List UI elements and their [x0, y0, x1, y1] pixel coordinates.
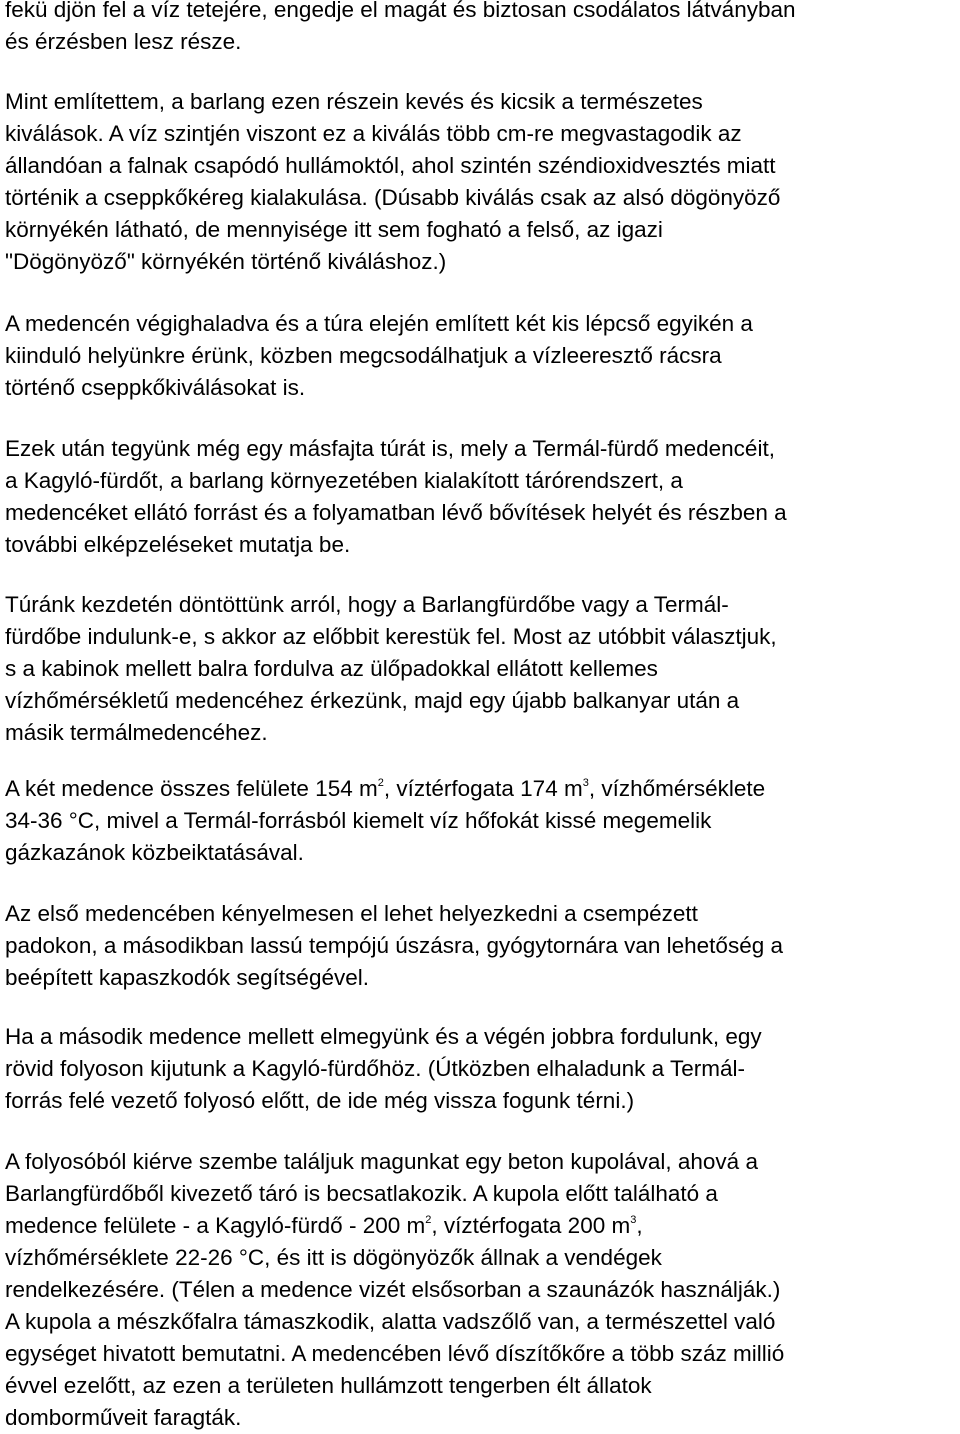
text-line: további elképzeléseket mutatja be. [5, 532, 351, 557]
paragraph-2 [5, 86, 780, 278]
text-line: Ezek után tegyünk még egy másfajta túrát is, mely a Termál-fürdő medencéit, [5, 436, 775, 461]
text-segment: A két medence összes felülete 154 m [5, 776, 378, 801]
text-line: padokon, a másodikban lassú tempójú úszásra, gyógytornára van lehetőség a [5, 933, 783, 958]
paragraph-4 [5, 433, 787, 561]
paragraph-1 [5, 0, 796, 58]
text-line [5, 1306, 784, 1338]
text-line [5, 1242, 784, 1274]
superscript: 3 [582, 776, 589, 789]
text-line: állandóan a falnak csapódó hullámoktól, ahol szintén széndioxidvesztés miatt [5, 153, 776, 178]
text-line [5, 837, 765, 869]
text-line [5, 1146, 784, 1178]
paragraph-7 [5, 898, 783, 994]
text-segment: , vízhőmérséklete [588, 776, 766, 801]
text-segment: gázkazánok közbeiktatásával. [5, 840, 304, 865]
text-segment: évvel ezelőtt, az ezen a területen hullámzott tengerben élt állatok [5, 1373, 652, 1398]
text-line [5, 1274, 784, 1306]
text-segment: domborműveit faragták. [5, 1405, 242, 1430]
text-line: A medencén végighaladva és a túra elején említett két kis lépcső egyikén a [5, 311, 753, 336]
text-line: "Dögönyöző" környékén történő kiváláshoz.) [5, 249, 447, 274]
text-line [5, 805, 765, 837]
text-line [5, 1210, 784, 1242]
text-line [5, 1402, 784, 1434]
text-line: környékén látható, de mennyisége itt sem fogható a felső, az igazi [5, 217, 663, 242]
text-segment: 34-36 °C, mivel a Termál-forrásból kiemelt víz hőfokát kissé megemelik [5, 808, 712, 833]
superscript: 2 [377, 776, 384, 789]
paragraph-8 [5, 1021, 762, 1117]
paragraph-5 [5, 589, 777, 749]
text-line: rövid folyoson kijutunk a Kagyló-fürdőhöz. (Útközben elhaladunk a Termál- [5, 1056, 745, 1081]
superscript: 3 [630, 1213, 637, 1226]
text-line [5, 1338, 784, 1370]
text-line: vízhőmérsékletű medencéhez érkezünk, majd egy újabb balkanyar után a [5, 688, 740, 713]
text-line [5, 773, 765, 805]
text-line: beépített kapaszkodók segítségével. [5, 965, 369, 990]
text-line: másik termálmedencéhez. [5, 720, 268, 745]
text-line: és érzésben lesz része. [5, 29, 242, 54]
text-line: Az első medencében kényelmesen el lehet helyezkedni a csempézett [5, 901, 698, 926]
text-line: Ha a második medence mellett elmegyünk és a végén jobbra fordulunk, egy [5, 1024, 762, 1049]
text-line: fürdőbe indulunk-e, s akkor az előbbit kerestük fel. Most az utóbbit választjuk, [5, 624, 777, 649]
paragraph-6 [5, 773, 765, 869]
text-line: Túránk kezdetén döntöttünk arról, hogy a Barlangfürdőbe vagy a Termál- [5, 592, 729, 617]
text-segment: rendelkezésére. (Télen a medence vizét elsősorban a szaunázók használják.) [5, 1277, 781, 1302]
text-segment: , víztérfogata 200 m [431, 1213, 631, 1238]
text-line: a Kagyló-fürdőt, a barlang környezetében kialakított tárórendszert, a [5, 468, 683, 493]
paragraph-3 [5, 308, 753, 404]
text-line: Mint említettem, a barlang ezen részein kevés és kicsik a természetes [5, 89, 703, 114]
text-line: történő cseppkőkiválásokat is. [5, 375, 306, 400]
text-line: s a kabinok mellett balra fordulva az ülőpadokkal ellátott kellemes [5, 656, 658, 681]
text-segment: Barlangfürdőből kivezető táró is becsatlakozik. A kupola előtt található a [5, 1181, 718, 1206]
text-line: történik a cseppkőkéreg kialakulása. (Dúsabb kiválás csak az alsó dögönyöző [5, 185, 781, 210]
text-line: fekü djön fel a víz tetejére, engedje el magát és biztosan csodálatos látványban [5, 0, 796, 22]
text-line [5, 1370, 784, 1402]
text-segment: egységet hivatott bemutatni. A medencében lévő díszítőkőre a több száz millió [5, 1341, 785, 1366]
superscript: 2 [425, 1213, 432, 1226]
text-line: medencéket ellátó forrást és a folyamatban lévő bővítések helyét és részben a [5, 500, 787, 525]
text-segment: medence felülete - a Kagyló-fürdő - 200 m [5, 1213, 426, 1238]
text-line [5, 1178, 784, 1210]
text-line: kiválások. A víz szintjén viszont ez a kiválás több cm-re megvastagodik az [5, 121, 742, 146]
text-segment: , [636, 1213, 643, 1238]
text-line: forrás felé vezető folyosó előtt, de ide még vissza fogunk térni.) [5, 1088, 635, 1113]
paragraph-9 [5, 1146, 784, 1434]
text-segment: , víztérfogata 174 m [383, 776, 583, 801]
text-segment: A folyosóból kiérve szembe találjuk magunkat egy beton kupolával, ahová a [5, 1149, 758, 1174]
text-segment: A kupola a mészkőfalra támaszkodik, alatta vadszőlő van, a természettel való [5, 1309, 776, 1334]
text-line: kiinduló helyünkre érünk, közben megcsodálhatjuk a vízleeresztő rácsra [5, 343, 722, 368]
text-segment: vízhőmérséklete 22-26 °C, és itt is dögönyözők állnak a vendégek [5, 1245, 662, 1270]
